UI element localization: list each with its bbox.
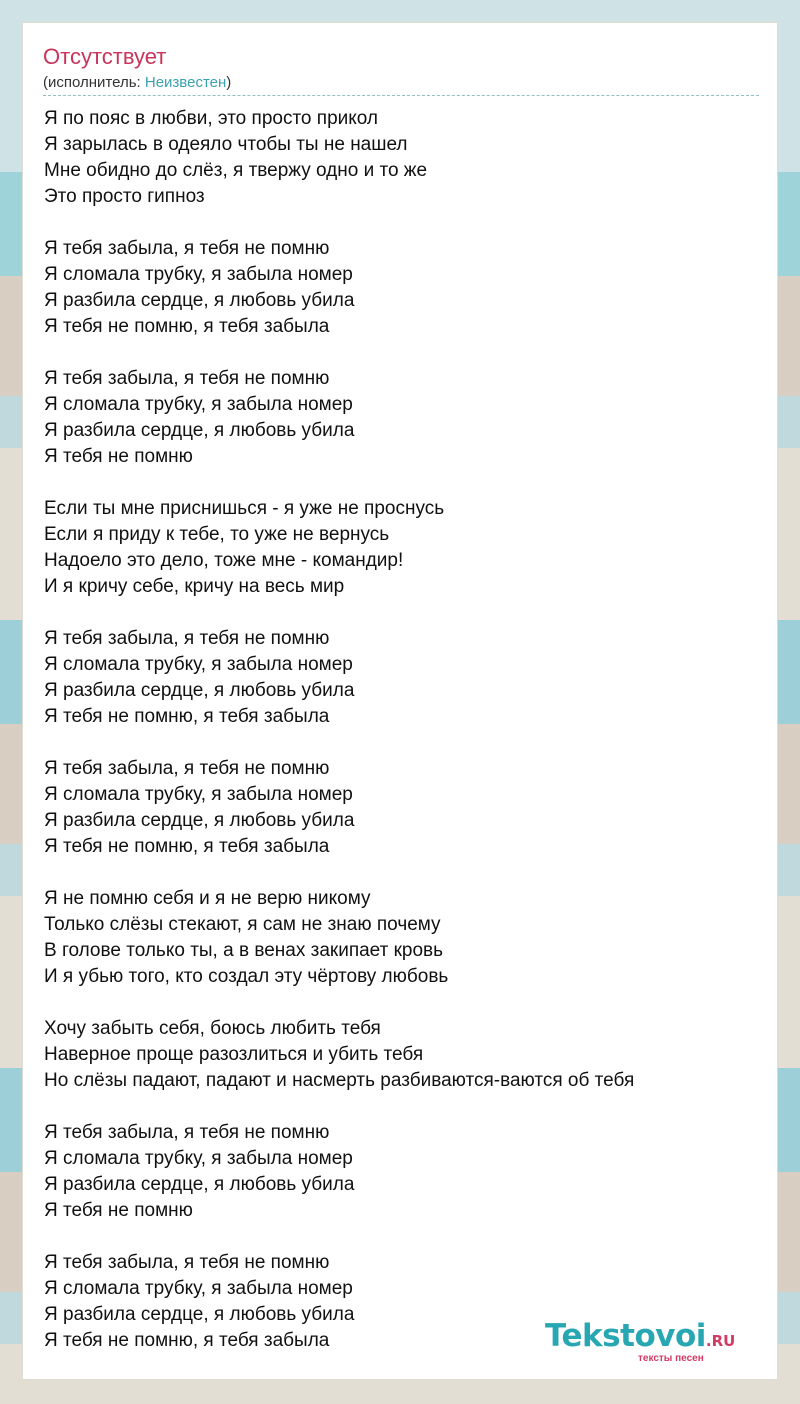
lyric-line: Я тебя забыла, я тебя не помню	[44, 1252, 330, 1273]
logo-tld: .RU	[705, 1332, 736, 1350]
lyric-line: Я сломала трубку, я забыла номер	[44, 394, 353, 415]
lyric-line: Я не помню себя и я не верю никому	[44, 888, 371, 909]
lyric-line: Я тебя не помню, я тебя забыла	[44, 706, 330, 727]
stanza-gap	[44, 1094, 764, 1120]
stanza-gap	[44, 860, 764, 886]
lyric-line: Мне обидно до слёз, я твержу одно и то же	[44, 160, 428, 181]
lyric-line: Я тебя не помню, я тебя забыла	[44, 316, 330, 337]
lyric-line: В голове только ты, а в венах закипает кровь	[44, 940, 444, 961]
lyric-line: Я тебя забыла, я тебя не помню	[44, 628, 330, 649]
lyrics-text	[44, 106, 764, 1354]
dashed-divider	[43, 95, 759, 96]
lyric-line: Если я приду к тебе, то уже не вернусь	[44, 524, 390, 545]
lyrics-card	[22, 22, 778, 1380]
lyric-line: Я сломала трубку, я забыла номер	[44, 654, 353, 675]
lyric-line: Я разбила сердце, я любовь убила	[44, 420, 355, 441]
lyric-line: Наверное проще разозлиться и убить тебя	[44, 1044, 424, 1065]
lyric-line: Я разбила сердце, я любовь убила	[44, 1304, 355, 1325]
lyric-line: Я тебя не помню	[44, 1200, 193, 1221]
stanza-gap	[44, 470, 764, 496]
lyric-line: Я сломала трубку, я забыла номер	[44, 1278, 353, 1299]
stanza-gap	[44, 990, 764, 1016]
lyric-line: Если ты мне приснишься - я уже не проснусь	[44, 498, 445, 519]
logo-tagline: тексты песен	[638, 1353, 704, 1364]
lyric-line: Я тебя забыла, я тебя не помню	[44, 758, 330, 779]
stanza-gap	[44, 730, 764, 756]
lyric-line: Я тебя не помню, я тебя забыла	[44, 1330, 330, 1351]
lyric-line: Я сломала трубку, я забыла номер	[44, 264, 353, 285]
meta-prefix: (исполнитель:	[43, 74, 145, 91]
lyric-line: И я убью того, кто создал эту чёртову любовь	[44, 966, 449, 987]
song-title: Отсутствует	[43, 44, 167, 69]
lyric-line: Я тебя не помню, я тебя забыла	[44, 836, 330, 857]
lyric-line: Это просто гипноз	[44, 186, 205, 207]
meta-suffix: )	[226, 74, 232, 91]
lyric-line: Я тебя забыла, я тебя не помню	[44, 368, 330, 389]
lyric-line: Я разбила сердце, я любовь убила	[44, 1174, 355, 1195]
lyric-line: Но слёзы падают, падают и насмерть разбиваются-ваются об тебя	[44, 1070, 635, 1091]
lyric-line: Я тебя забыла, я тебя не помню	[44, 238, 330, 259]
site-logo[interactable]	[545, 1318, 755, 1364]
lyric-line: Я тебя забыла, я тебя не помню	[44, 1122, 330, 1143]
lyric-line: И я кричу себе, кричу на весь мир	[44, 576, 345, 597]
stanza-gap	[44, 340, 764, 366]
logo-name: Tekstovoi	[545, 1318, 706, 1354]
lyric-line: Надоело это дело, тоже мне - командир!	[44, 550, 404, 571]
stanza-gap	[44, 210, 764, 236]
lyric-line: Я сломала трубку, я забыла номер	[44, 1148, 353, 1169]
lyric-line: Я разбила сердце, я любовь убила	[44, 810, 355, 831]
lyric-line: Я сломала трубку, я забыла номер	[44, 784, 353, 805]
lyric-line: Я зарылась в одеяло чтобы ты не нашел	[44, 134, 408, 155]
lyric-line: Я разбила сердце, я любовь убила	[44, 680, 355, 701]
stanza-gap	[44, 1224, 764, 1250]
lyric-line: Только слёзы стекают, я сам не знаю почему	[44, 914, 441, 935]
lyric-line: Я по пояс в любви, это просто прикол	[44, 108, 379, 129]
lyric-line: Я разбила сердце, я любовь убила	[44, 290, 355, 311]
stanza-gap	[44, 600, 764, 626]
song-meta	[43, 73, 231, 93]
lyric-line: Хочу забыть себя, боюсь любить тебя	[44, 1018, 381, 1039]
lyric-line: Я тебя не помню	[44, 446, 193, 467]
artist-link[interactable]: Неизвестен	[144, 74, 227, 91]
